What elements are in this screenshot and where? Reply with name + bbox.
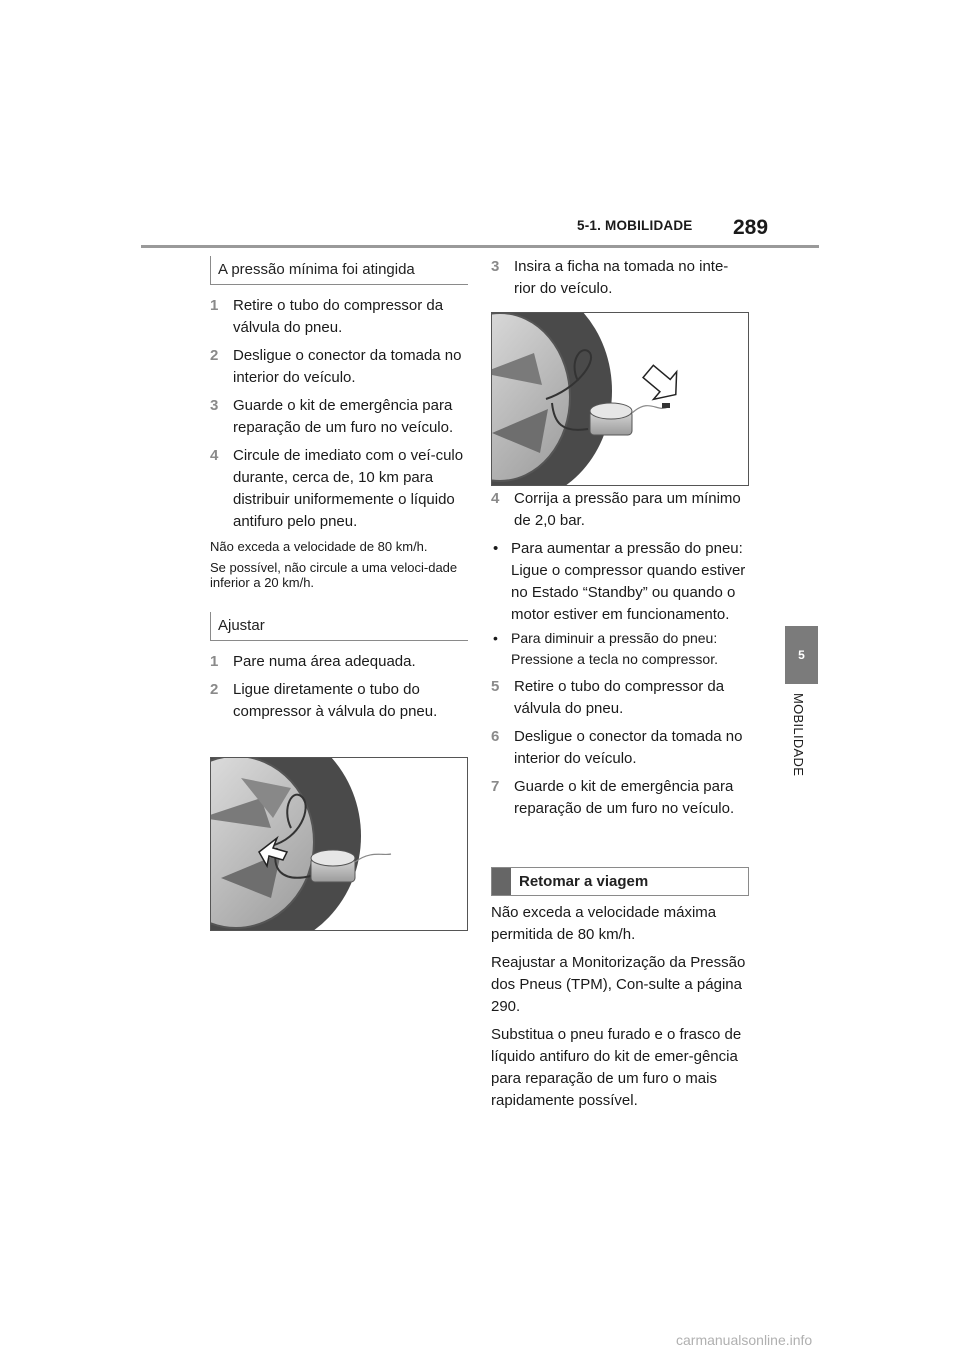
step-text: Guarde o kit de emergência para reparação de um furo no veículo. (514, 778, 735, 817)
bullet-dot: • (493, 630, 498, 646)
step-item (210, 651, 468, 673)
section-title-resume-trip (491, 867, 749, 896)
step-number: 1 (210, 297, 219, 314)
step-item (210, 679, 468, 723)
step-item (491, 726, 749, 770)
step-text: Retire o tubo do compressor da válvula do pneu. (233, 297, 444, 336)
compressor-valve-illustration (210, 757, 468, 931)
step-text: Retire o tubo do compressor da válvula do pneu. (514, 678, 725, 717)
page-number: 289 (733, 216, 769, 239)
speed-note: Não exceda a velocidade de 80 km/h. (210, 539, 428, 554)
step-number: 4 (210, 447, 219, 464)
section-header: 5-1. MOBILIDADE (577, 218, 693, 233)
section-title-minimum-pressure: A pressão mínima foi atingida (210, 256, 468, 285)
step-number: 3 (210, 397, 219, 414)
step-number: 2 (210, 681, 219, 698)
bullet-item (491, 538, 749, 626)
step-item (491, 776, 749, 820)
step-text: Desligue o conector da tomada no interior do veículo. (514, 728, 743, 767)
bullet-text: Para aumentar a pressão do pneu: Ligue o compressor quando estiver no Estado “Standby” ou quando o motor estiver em funcionamento. (511, 540, 746, 623)
step-text: Desligue o conector da tomada no interior do veículo. (233, 347, 462, 386)
section-title-adjust: Ajustar (210, 612, 468, 641)
right-column (491, 256, 749, 306)
paragraph: Reajustar a Monitorização da Pressão dos Pneus (TPM), Con-sulte a página 290. (491, 954, 746, 1015)
step-text: Corrija a pressão para um mínimo de 2,0 bar. (514, 490, 741, 529)
step-item (210, 445, 468, 533)
plug-socket-drawing (492, 313, 748, 485)
step-number: 6 (491, 728, 500, 745)
compressor-valve-drawing (211, 758, 467, 930)
minimum-speed-note: Se possível, não circule a uma veloci-dade inferior a 20 km/h. (210, 560, 458, 590)
chapter-label: MOBILIDADE (791, 693, 806, 777)
section-title-text: Retomar a viagem (519, 873, 649, 890)
step-number: 3 (491, 258, 500, 275)
step-text: Pare numa área adequada. (233, 653, 416, 670)
plug-socket-illustration (491, 312, 749, 486)
step-item (491, 676, 749, 720)
step-number: 5 (491, 678, 500, 695)
step-number: 2 (210, 347, 219, 364)
watermark: carmanualsonline.info (676, 1332, 813, 1348)
step-item (210, 295, 468, 339)
step-item (210, 395, 468, 439)
right-column-lower (491, 488, 749, 826)
step-item (491, 256, 749, 300)
bullet-item (491, 628, 749, 670)
step-number: 7 (491, 778, 500, 795)
step-text: Circule de imediato com o veí-culo durante, cerca de, 10 km para distribuir uniformemente o líquido antifuro pelo pneu. (233, 447, 464, 530)
left-column (210, 256, 468, 729)
step-number: 1 (210, 653, 219, 670)
paragraph: Não exceda a velocidade máxima permitida de 80 km/h. (491, 904, 717, 943)
chapter-tab: 5 (785, 626, 818, 684)
header-divider (141, 245, 819, 248)
step-item (491, 488, 749, 532)
section-marker (492, 868, 511, 895)
step-text: Ligue diretamente o tubo do compressor à válvula do pneu. (233, 681, 438, 720)
paragraph: Substitua o pneu furado e o frasco de líquido antifuro do kit de emer-gência para reparação de um furo o mais rapidamente possível. (491, 1026, 742, 1109)
bullet-text: Para diminuir a pressão do pneu: Pressione a tecla no compressor. (511, 630, 718, 667)
step-item (210, 345, 468, 389)
step-number: 4 (491, 490, 500, 507)
resume-trip-paragraphs (491, 902, 749, 1118)
step-text: Insira a ficha na tomada no inte-rior do veículo. (514, 258, 729, 297)
bullet-dot: • (493, 540, 499, 557)
step-text: Guarde o kit de emergência para reparação de um furo no veículo. (233, 397, 454, 436)
